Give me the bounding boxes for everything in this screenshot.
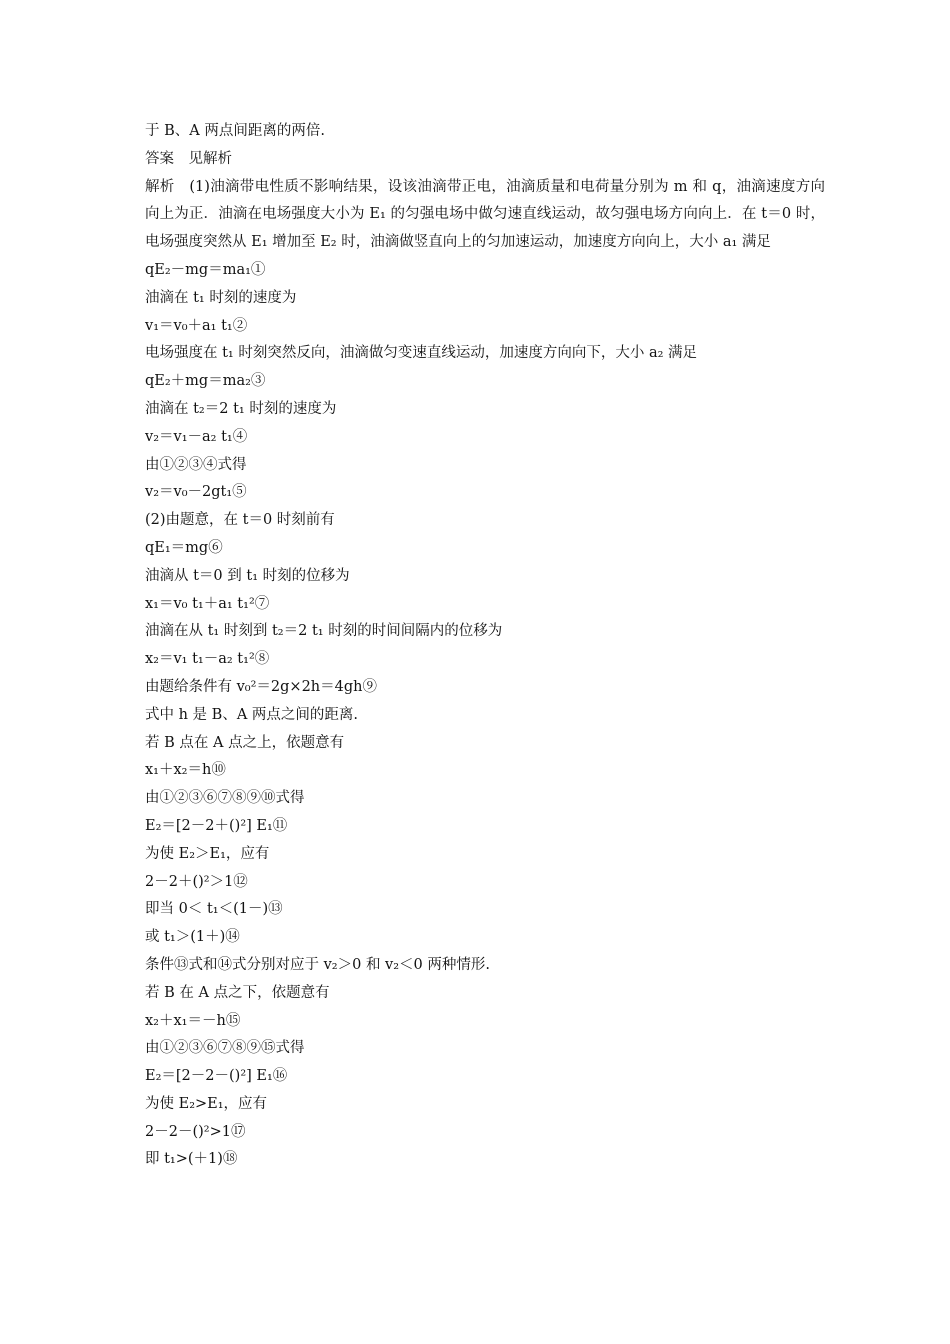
- equation-1: qE₂－mg＝ma₁①: [145, 261, 266, 278]
- text-line: 由①②③④式得: [145, 456, 247, 473]
- text-line: 油滴在从 t₁ 时刻到 t₂＝2 t₁ 时刻的时间间隔内的位移为: [145, 623, 503, 640]
- equation-9: 由题给条件有 v₀²＝2g×2h＝4gh⑨: [145, 678, 377, 695]
- equation-6: qE₁＝mg⑥: [145, 539, 223, 556]
- text-line: (2)由题意，在 t＝0 时刻前有: [145, 512, 335, 529]
- solution-text: [145, 118, 825, 1174]
- text-line: 若 B 点在 A 点之上，依题意有: [145, 734, 345, 751]
- equation-10: x₁＋x₂＝h⑩: [145, 762, 226, 779]
- equation-15: x₂＋x₁＝－h⑮: [145, 1012, 241, 1029]
- text-line: 油滴在 t₂＝2 t₁ 时刻的速度为: [145, 400, 337, 417]
- equation-18: 即 t₁>(＋1)⑱: [145, 1151, 238, 1168]
- equation-3: qE₂＋mg＝ma₂③: [145, 373, 266, 390]
- equation-14: 或 t₁＞(1＋)⑭: [145, 929, 240, 946]
- text-line: 油滴在 t₁ 时刻的速度为: [145, 289, 297, 306]
- text-line: 条件⑬式和⑭式分别对应于 v₂＞0 和 v₂＜0 两种情形.: [145, 956, 491, 973]
- equation-4: v₂＝v₁－a₂ t₁④: [145, 428, 248, 445]
- text-line: 式中 h 是 B、A 两点之间的距离.: [145, 706, 359, 723]
- equation-11: E₂＝[2－2＋()²] E₁⑪: [145, 817, 288, 834]
- equation-17: 2－2－()²>1⑰: [145, 1123, 246, 1140]
- text-line: 油滴从 t＝0 到 t₁ 时刻的位移为: [145, 567, 350, 584]
- text-line: 电场强度在 t₁ 时刻突然反向，油滴做匀变速直线运动，加速度方向向下，大小 a₂ 满足: [145, 345, 698, 362]
- text-line: 为使 E₂>E₁，应有: [145, 1095, 268, 1112]
- equation-5: v₂＝v₀－2gt₁⑤: [145, 484, 247, 501]
- text-line: 为使 E₂＞E₁，应有: [145, 845, 270, 862]
- equation-12: 2－2＋()²＞1⑫: [145, 873, 248, 890]
- answer-line: 答案 见解析: [145, 150, 232, 167]
- equation-16: E₂＝[2－2－()²] E₁⑯: [145, 1068, 288, 1085]
- text-line: 若 B 在 A 点之下，依题意有: [145, 984, 330, 1001]
- analysis-paragraph: 解析 (1)油滴带电性质不影响结果，设该油滴带正电，油滴质量和电荷量分别为 m 和 q，油滴速度方向向上为正．油滴在电场强度大小为 E₁ 的匀强电场中做匀速直线运动，故匀强电场方向向上．在 t＝0 时，电场强度突然从 E₁ 增加至 E₂ 时，油滴做竖直向上的匀加速运动，加速度方向向上，大小 a₁ 满足: [145, 178, 825, 251]
- text-line: 于 B、A 两点间距离的两倍.: [145, 123, 325, 139]
- equation-7: x₁＝v₀ t₁＋a₁ t₁²⑦: [145, 595, 270, 612]
- equation-8: x₂＝v₁ t₁－a₂ t₁²⑧: [145, 651, 270, 668]
- equation-2: v₁＝v₀＋a₁ t₁②: [145, 317, 248, 334]
- text-line: 由①②③⑥⑦⑧⑨⑮式得: [145, 1040, 305, 1057]
- equation-13: 即当 0＜ t₁＜(1－)⑬: [145, 901, 283, 918]
- text-line: 由①②③⑥⑦⑧⑨⑩式得: [145, 790, 305, 807]
